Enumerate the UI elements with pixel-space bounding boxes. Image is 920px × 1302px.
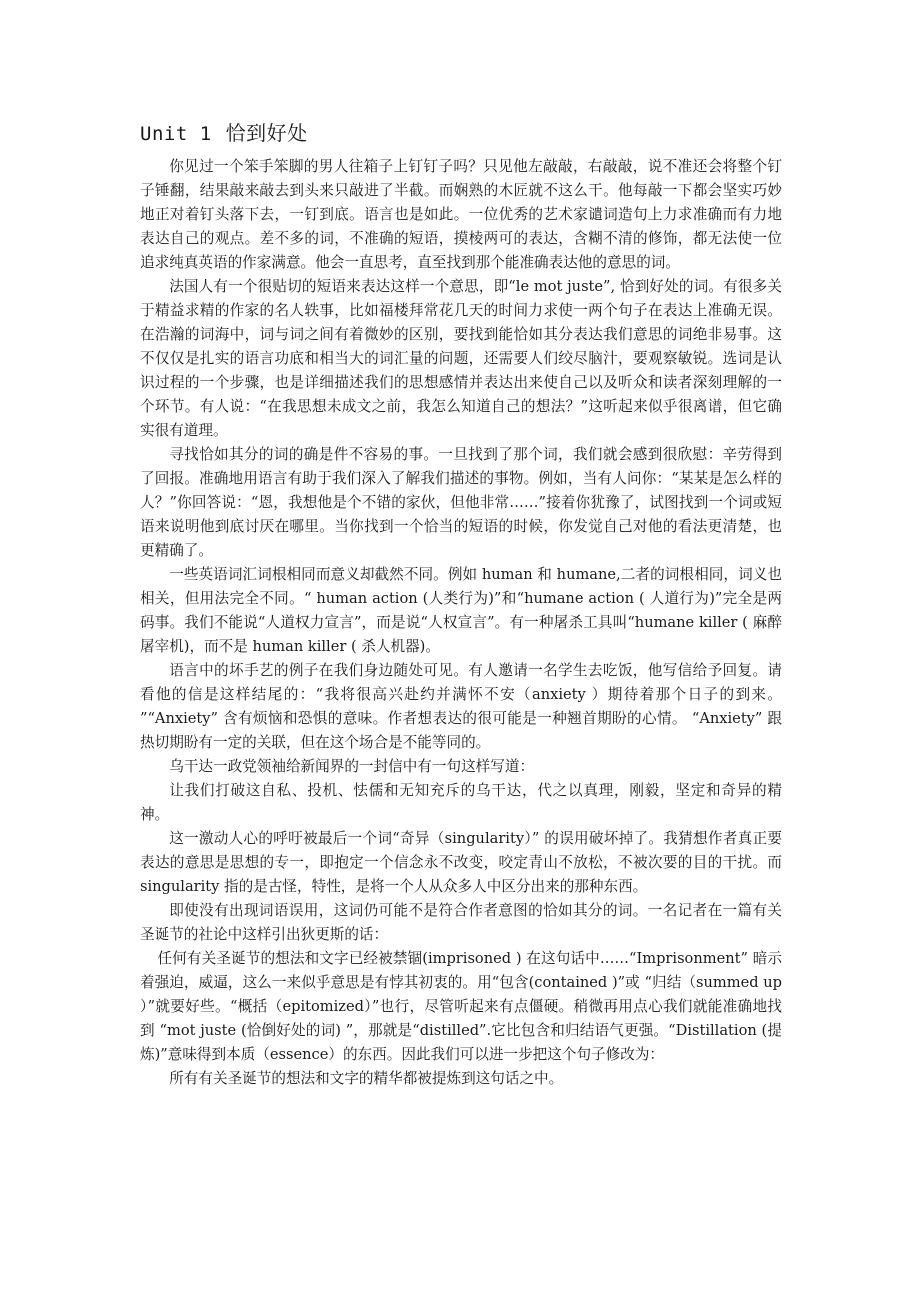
unit-title-text: 恰到好处 [225, 121, 308, 145]
paragraph-4: 一些英语词汇词根相同而意义却截然不同。例如 human 和 humane,二者的词根相同，词义也相关，但用法完全不同。“ human action (人类行为)”和“humane action ( 人道行为)”完全是两码事。我们不能说“人道权力宣言”，而是说“人权宣言”。有一种屠杀工具叫“humane killer ( 麻醉屠宰机)，而不是 human killer ( 杀人机器)。 [140, 566, 782, 655]
unit-title [140, 118, 782, 149]
paragraph-7: 让我们打破这自私、投机、怯儒和无知充斥的乌干达，代之以真理，刚毅，坚定和奇异的精神。 [140, 782, 782, 823]
paragraph-8: 这一激动人心的呼吁被最后一个词“奇异（singularity）” 的误用破坏掉了。我猜想作者真正要表达的意思是思想的专一，即抱定一个信念永不改变，咬定青山不放松，不被次要的目的干扰。而 singularity 指的是古怪，特性，是将一个人从众多人中区分出来的那种东西。 [140, 830, 782, 895]
paragraph-5: 语言中的坏手艺的例子在我们身边随处可见。有人邀请一名学生去吃饭，他写信给予回复。请看他的信是这样结尾的：“我将很高兴赴约并满怀不安（anxiety ）期待着那个日子的到来。 ”“Anxiety” 含有烦恼和恐惧的意味。作者想表达的很可能是一种翘首期盼的心情。 “Anxiety” 跟热切期盼有一定的关联，但在这个场合是不能等同的。 [140, 662, 782, 751]
paragraph-9: 即使没有出现词语误用，这词仍可能不是符合作者意图的恰如其分的词。一名记者在一篇有关圣诞节的社论中这样引出狄更斯的话： [140, 902, 782, 943]
paragraph-11: 所有有关圣诞节的想法和文字的精华都被提炼到这句话之中。 [169, 1070, 564, 1087]
paragraph-2: 法国人有一个很贴切的短语来表达这样一个意思，即“le mot juste”, 恰到好处的词。有很多关于精益求精的作家的名人轶事，比如福楼拜常花几天的时间力求使一两个句子在表达上准确无误。在浩瀚的词海中，词与词之间有着微妙的区别，要找到能恰如其分表达我们意思的词绝非易事。这不仅仅是扎实的语言功底和相当大的词汇量的问题，还需要人们绞尽脑汁，要观察敏锐。选词是认识过程的一个步骤，也是详细描述我们的思想感情并表达出来使自己以及听众和读者深刻理解的一个环节。有人说：“在我思想未成文之前，我怎么知道自己的想法？”这听起来似乎很离谱，但它确实很有道理。 [140, 278, 782, 439]
paragraph-6: 乌干达一政党领袖给新闻界的一封信中有一句这样写道： [169, 758, 535, 775]
paragraph-1: 你见过一个笨手笨脚的男人往箱子上钉钉子吗？只见他左敲敲，右敲敲，说不准还会将整个钉子锤翻，结果敲来敲去到头来只敲进了半截。而娴熟的木匠就不这么干。他每敲一下都会坚实巧妙地正对着钉头落下去，一钉到底。语言也是如此。一位优秀的艺术家谴词造句上力求准确而有力地表达自己的观点。差不多的词，不准确的短语，摸棱两可的表达，含糊不清的修饰，都无法使一位追求纯真英语的作家满意。他会一直思考，直至找到那个能准确表达他的意思的词。 [140, 158, 782, 271]
document-page [140, 118, 782, 1091]
paragraph-3: 寻找恰如其分的词的确是件不容易的事。一旦找到了那个词，我们就会感到很欣慰：辛劳得到了回报。准确地用语言有助于我们深入了解我们描述的事物。例如，当有人问你：“某某是怎么样的人？”你回答说：“恩，我想他是个不错的家伙，但他非常……”接着你犹豫了，试图找到一个词或短语来说明他到底讨厌在哪里。当你找到一个恰当的短语的时候，你发觉自己对他的看法更清楚，也更精确了。 [140, 446, 782, 559]
unit-number: Unit 1 [140, 123, 212, 145]
paragraph-10: 任何有关圣诞节的想法和文字已经被禁锢(imprisoned ) 在这句话中……“Imprisonment” 暗示着强迫，威逼，这么一来似乎意思是有悖其初衷的。用“包含(contained )”或 “归结（summed up ）”就要好些。“概括（epitomized）”也行，尽管听起来有点僵硬。稍微再用点心我们就能准确地找到 “mot juste (恰倒好处的词) ”，那就是“distilled”.它比包含和归结语气更强。“Distillation (提炼)”意味得到本质（essence）的东西。因此我们可以进一步把这个句子修改为： [140, 950, 782, 1063]
